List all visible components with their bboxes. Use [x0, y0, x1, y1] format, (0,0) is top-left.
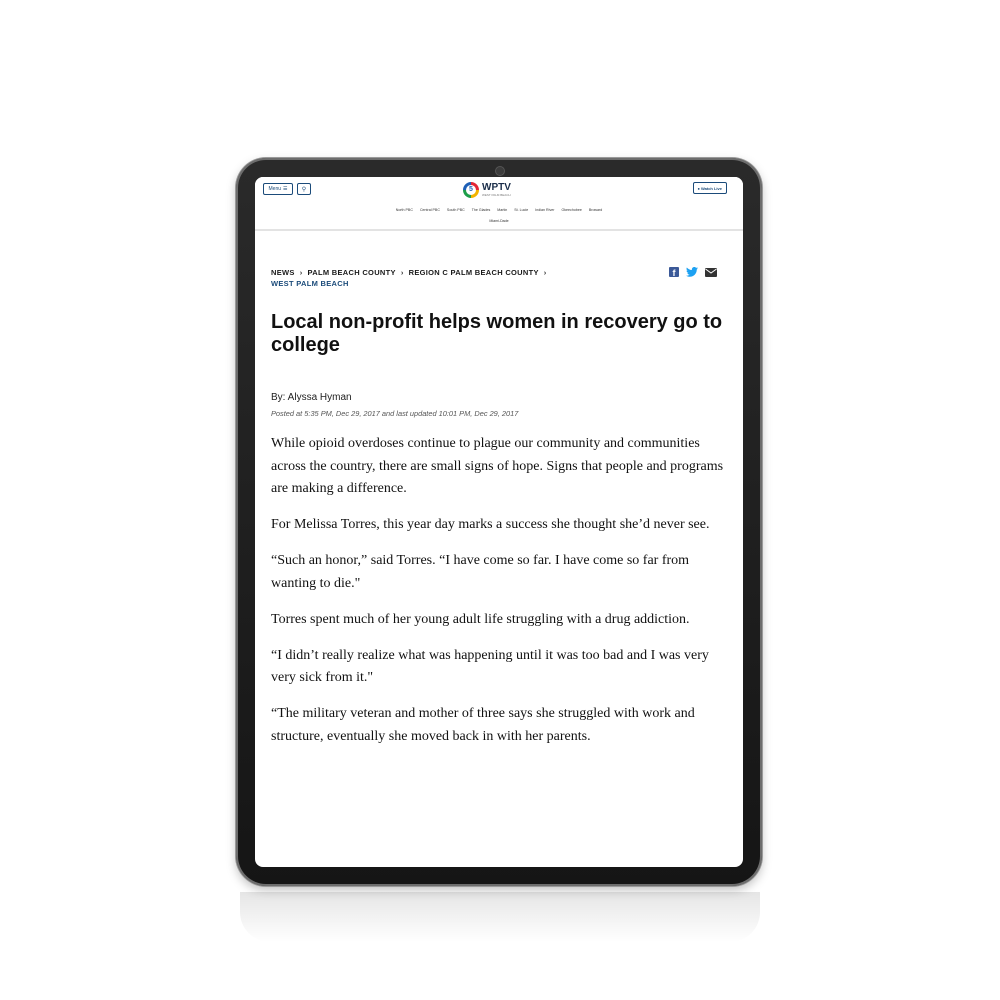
nav-item-south-pbc[interactable]: South PBC [446, 208, 465, 212]
browser-screen [255, 177, 743, 867]
nav-item-the-glades[interactable]: The Glades [471, 208, 491, 212]
search-icon: ⚲ [301, 186, 307, 193]
chevron-right-icon: › [400, 268, 404, 277]
posted-timestamp: Posted at 5:35 PM, Dec 29, 2017 and last updated 10:01 PM, Dec 29, 2017 [271, 409, 519, 418]
breadcrumb [271, 267, 611, 289]
paragraph: For Melissa Torres, this year day marks a success she thought she’d never see. [271, 517, 710, 532]
article [271, 267, 731, 762]
share-bar [669, 267, 717, 277]
search-button[interactable] [297, 183, 311, 195]
breadcrumb-palm-beach-county[interactable]: PALM BEACH COUNTY [307, 268, 396, 277]
byline[interactable]: By: Alyssa Hyman [271, 392, 352, 403]
menu-label: Menu [268, 186, 282, 192]
paragraph: “I didn’t really realize what was happening until it was too bad and I was very very sick from it." [271, 647, 709, 685]
paragraph: “The military veteran and mother of three says she struggled with work and structure, eventually she moved back in with her parents. [271, 706, 695, 744]
site-logo[interactable] [463, 180, 533, 200]
breadcrumb-region-c[interactable]: REGION C PALM BEACH COUNTY [408, 268, 539, 277]
chevron-right-icon: › [543, 268, 547, 277]
breadcrumb-news[interactable]: NEWS [271, 268, 295, 277]
hamburger-icon: ☰ [283, 186, 288, 192]
region-nav [255, 205, 743, 227]
breadcrumb-current[interactable]: WEST PALM BEACH [271, 279, 349, 288]
logo-tagline: WEST PALM BEACH [482, 193, 511, 197]
nav-item-central-pbc[interactable]: Central PBC [419, 208, 440, 212]
chevron-right-icon: › [299, 268, 303, 277]
facebook-icon[interactable]: f [669, 267, 679, 277]
nav-item-okeechobee[interactable]: Okeechobee [561, 208, 582, 212]
article-title: Local non-profit helps women in recovery go to college [271, 311, 723, 356]
email-icon[interactable] [705, 268, 717, 277]
nav-item-st-lucie[interactable]: St. Lucie [514, 208, 529, 212]
article-body [271, 433, 727, 748]
menu-button[interactable] [263, 183, 293, 195]
tablet-frame [236, 158, 762, 886]
camera-icon [495, 166, 505, 176]
site-header [255, 177, 743, 231]
tablet-reflection [240, 892, 760, 942]
nav-item-broward[interactable]: Broward [588, 208, 603, 212]
logo-name: WPTV [482, 182, 511, 193]
logo-mark-icon: 5 [463, 182, 479, 198]
nav-item-north-pbc[interactable]: North PBC [395, 208, 413, 212]
nav-item-miami-dade[interactable]: Miami-Dade [489, 219, 509, 223]
twitter-icon[interactable] [686, 267, 698, 277]
watch-live-button[interactable]: ● Watch Live [693, 182, 728, 194]
paragraph: While opioid overdoses continue to plague our community and communities across the country, there are small signs of hope. Signs that people and programs are making a difference. [271, 436, 724, 496]
nav-item-indian-river[interactable]: Indian River [535, 208, 555, 212]
paragraph: Torres spent much of her young adult life struggling with a drug addiction. [271, 611, 690, 627]
nav-item-martin[interactable]: Martin [497, 208, 508, 212]
paragraph: “Such an honor,” said Torres. “I have come so far. I have come so far from wanting to die." [271, 553, 690, 591]
